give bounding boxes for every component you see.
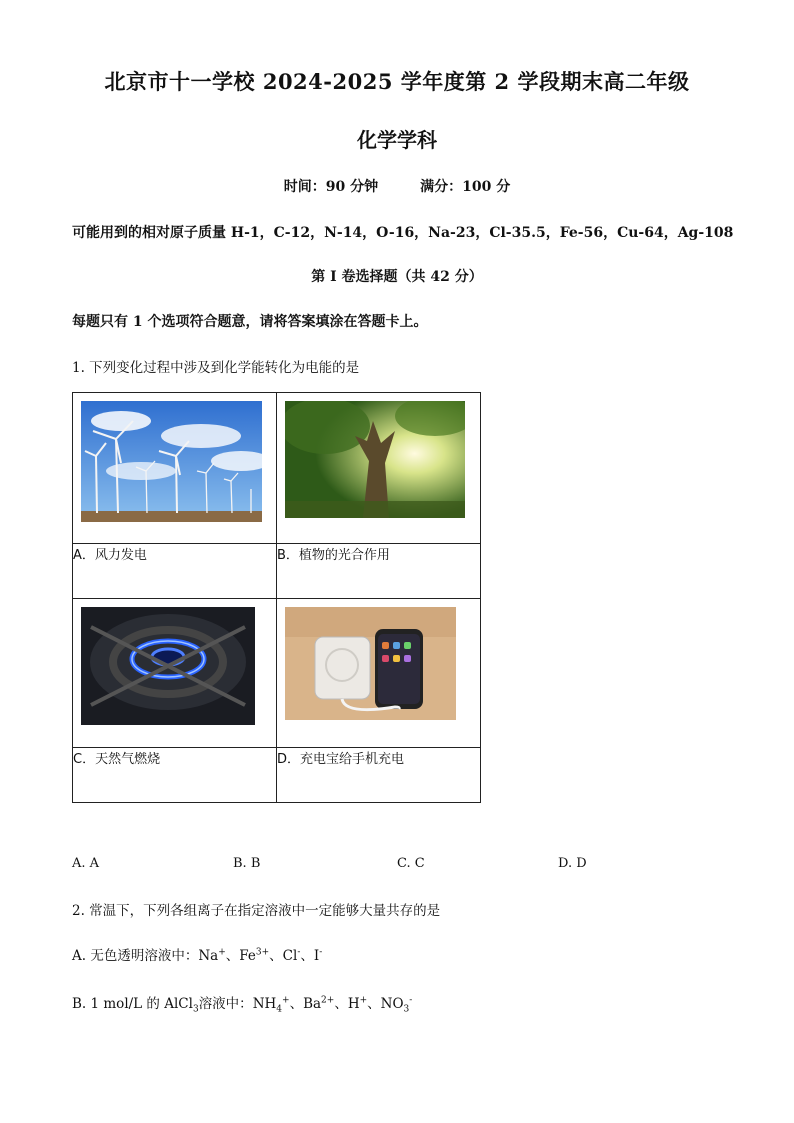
subject-title: 化学学科 xyxy=(357,128,437,152)
option-d-label: D．充电宝给手机充电 xyxy=(277,748,481,803)
sunlit-tree-image xyxy=(285,401,465,518)
ion-charge: + xyxy=(218,947,226,958)
time-score-line xyxy=(0,176,794,196)
option-c-image-cell xyxy=(73,599,277,748)
subscript: 4 xyxy=(276,1004,283,1015)
question-1-options-table xyxy=(72,392,481,803)
ion-charge: 3+ xyxy=(255,947,270,958)
subscript: 3 xyxy=(192,1004,199,1015)
question-2-option-a: A. 无色透明溶液中：Na+、$Fe^{3+}$、Cl-、I- xyxy=(72,947,323,964)
option-d-image-cell xyxy=(277,599,481,748)
exam-title: 北京市十一学校 2024-2025 学年度第 2 学段期末高二年级 xyxy=(104,69,690,94)
ion-charge: - xyxy=(297,947,301,958)
ion-charge: - xyxy=(409,995,413,1006)
atomic-masses: 可能用到的相对原子质量 H-1，C-12，N-14，O-16，Na-23，Cl-35.5，Fe-56，Cu-64，Ag-108 xyxy=(72,225,734,241)
option-b-image-cell xyxy=(277,393,481,544)
question-2-option-b: B. 1 mol/L 的 AlCl$_3$溶液中：$NH_4^+$、$Ba^{2+}$、H+、$NO_3^-$ xyxy=(72,995,413,1015)
ion-na: Na xyxy=(198,948,219,964)
ion-ba: Ba xyxy=(303,996,322,1012)
choice-d[interactable]: D. D xyxy=(558,856,587,871)
ion-charge: + xyxy=(282,995,290,1006)
ion-no3: NO xyxy=(380,996,404,1012)
choice-a[interactable]: A. A xyxy=(72,856,100,871)
ion-cl: Cl xyxy=(282,948,298,964)
ion-nh4: NH xyxy=(252,996,277,1012)
power-bank-phone-image xyxy=(285,607,456,720)
ion-h: H xyxy=(347,996,360,1012)
exam-time: 时间：90 分钟 xyxy=(283,179,379,195)
option-a-image-cell xyxy=(73,393,277,544)
subscript: 3 xyxy=(403,1004,410,1015)
option-a-prefix: A. 无色透明溶液中： xyxy=(72,948,199,964)
wind-turbines-image xyxy=(81,401,262,522)
option-a-label: A．风力发电 xyxy=(73,544,277,599)
ion-charge: + xyxy=(359,995,368,1006)
section-heading: 第 I 卷选择题（共 42 分） xyxy=(311,269,483,285)
choice-c[interactable]: C. C xyxy=(397,856,425,871)
exam-score: 满分：100 分 xyxy=(420,179,511,195)
option-c-label: C．天然气燃烧 xyxy=(73,748,277,803)
question-1-stem: 1. 下列变化过程中涉及到化学能转化为电能的是 xyxy=(72,360,360,376)
choice-b[interactable]: B. B xyxy=(233,856,261,871)
ion-charge: - xyxy=(319,947,323,958)
gas-stove-flame-image xyxy=(81,607,255,725)
question-2-stem: 2. 常温下，下列各组离子在指定溶液中一定能够大量共存的是 xyxy=(72,903,441,919)
ion-i: I xyxy=(313,948,320,964)
option-b-suffix: 溶液中： xyxy=(198,996,253,1012)
option-b-prefix: B. 1 mol/L 的 AlCl xyxy=(72,996,193,1012)
ion-fe: Fe xyxy=(239,948,256,964)
instruction: 每题只有 1 个选项符合题意，请将答案填涂在答题卡上。 xyxy=(72,314,428,330)
option-b-label: B．植物的光合作用 xyxy=(277,544,481,599)
ion-charge: 2+ xyxy=(321,995,335,1006)
